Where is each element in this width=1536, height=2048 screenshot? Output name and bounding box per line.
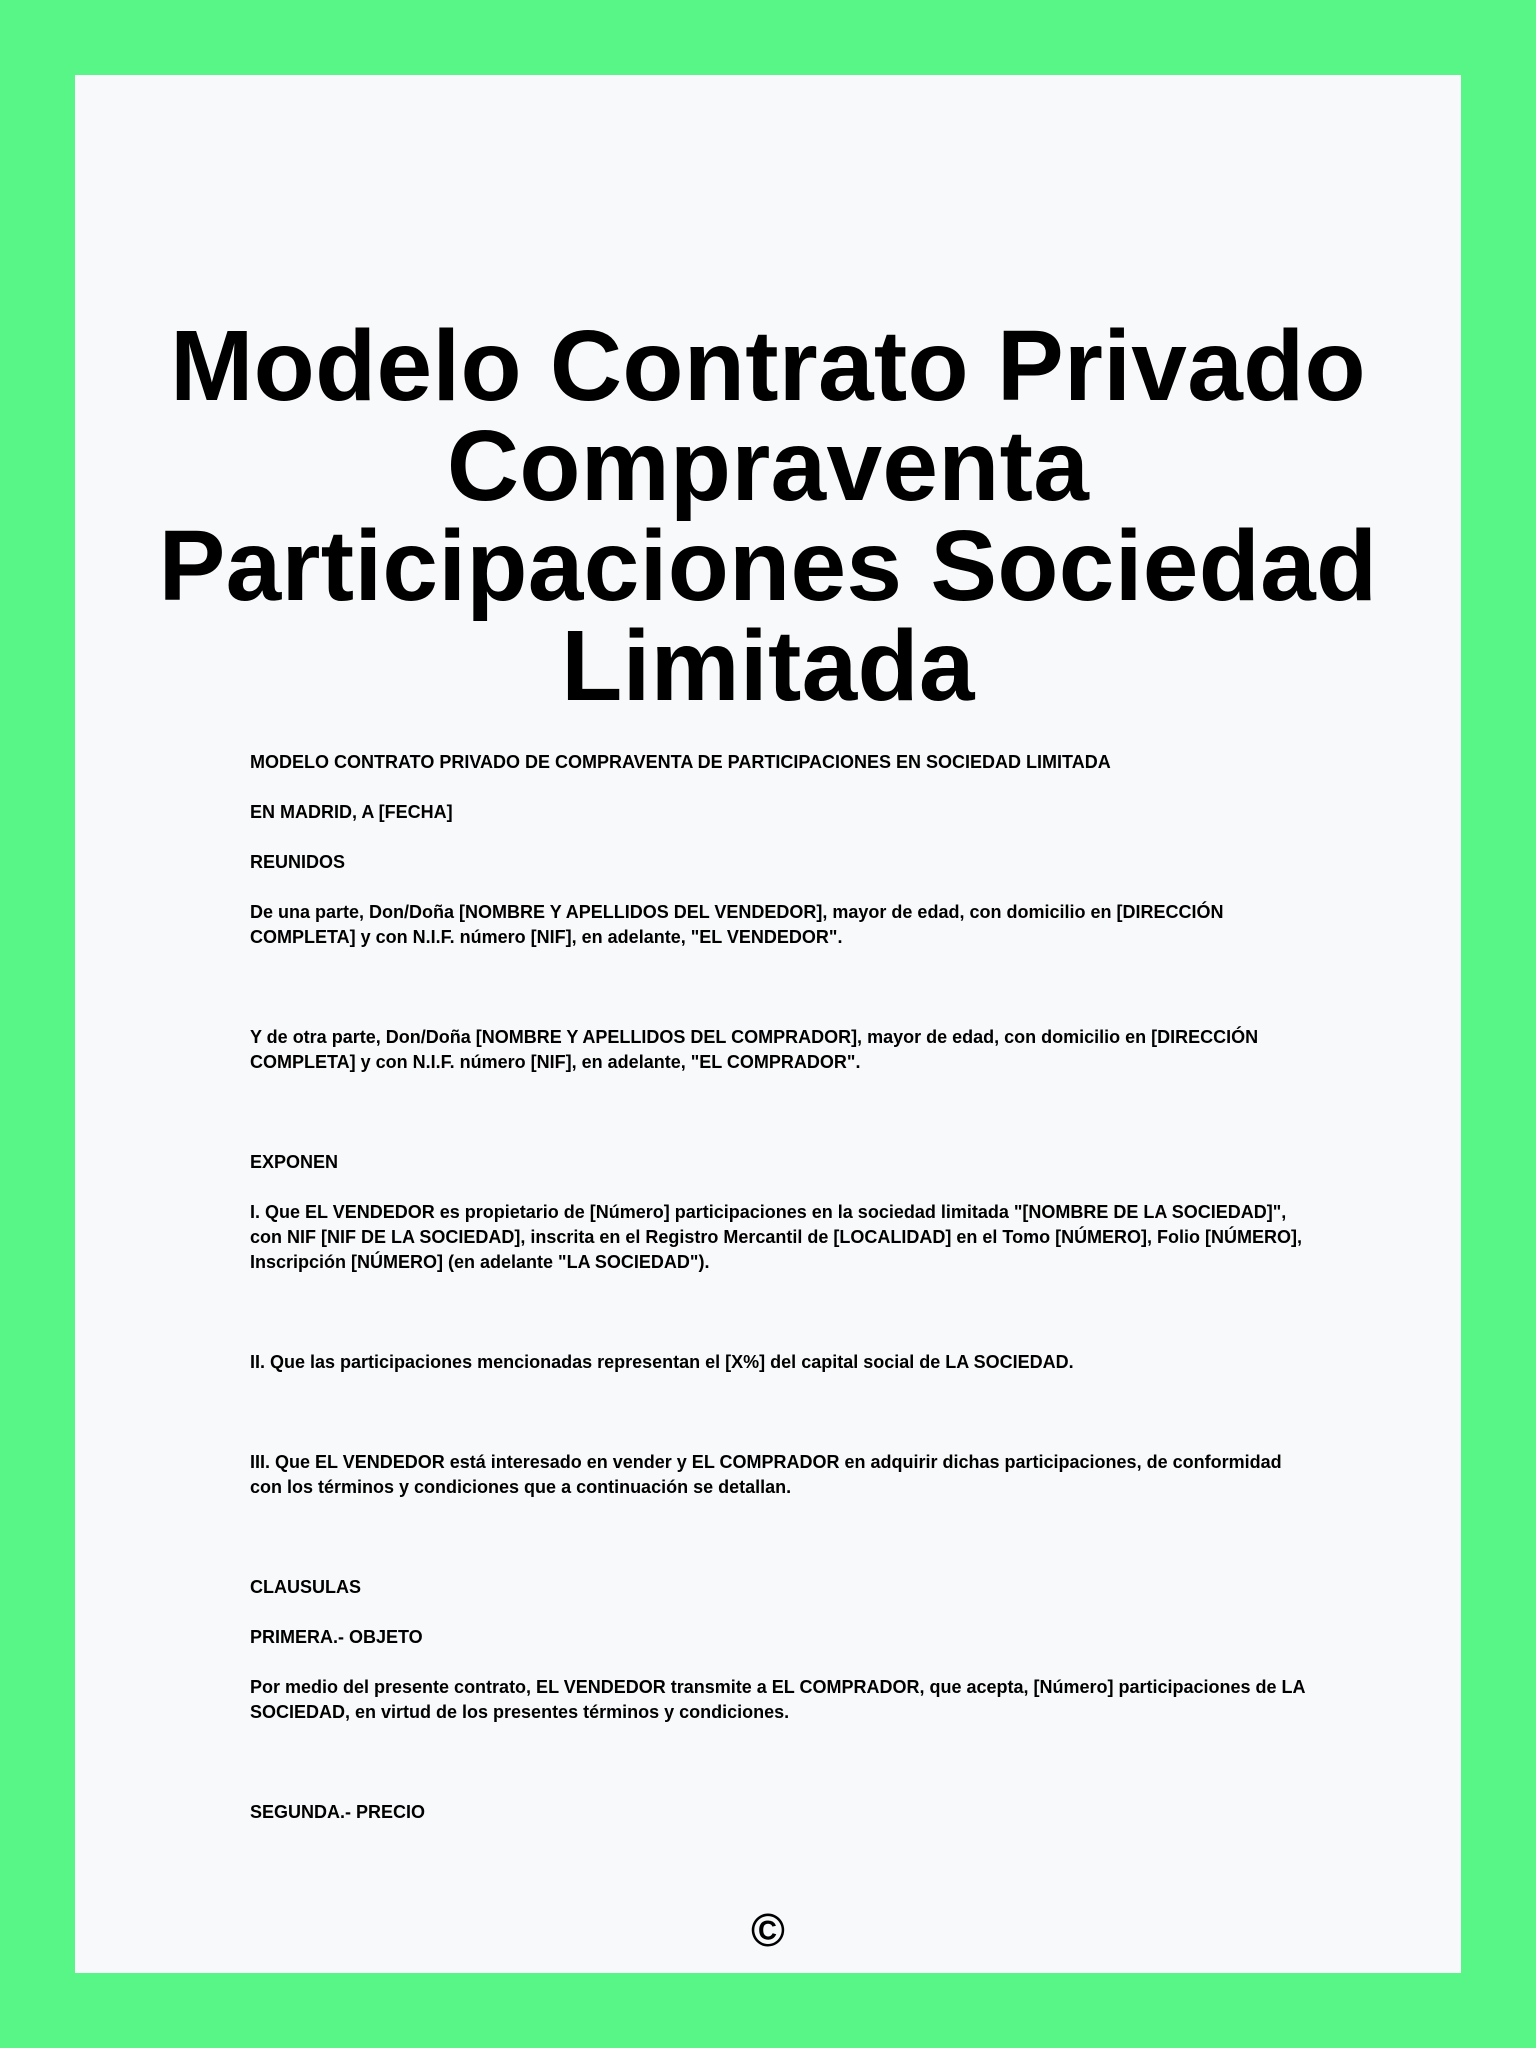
exponen-paragraph-2: II. Que las participaciones mencionadas representan el [X%] del capital social de LA SOCIEDAD.: [250, 1352, 1074, 1372]
exponen-paragraph-1: I. Que EL VENDEDOR es propietario de [Número] participaciones en la sociedad limitada "[NOMBRE DE LA SOCIEDAD]", con NIF [NIF DE LA SOCIEDAD], inscrita en el Registro Mercantil de [LOCALIDAD] en el Tomo [NÚMERO], Folio [NÚMERO], Inscripción [NÚMERO] (en adelante "LA SOCIEDAD").: [250, 1202, 1303, 1272]
document-body: [250, 750, 1310, 1850]
title-line: Limitada: [561, 610, 975, 722]
title-line: Modelo Contrato Privado: [170, 310, 1366, 422]
section-heading-clausulas: CLAUSULAS: [250, 1577, 361, 1597]
section-heading-reunidos: REUNIDOS: [250, 852, 346, 872]
seller-paragraph: De una parte, Don/Doña [NOMBRE Y APELLIDOS DEL VENDEDOR], mayor de edad, con domicilio en [DIRECCIÓN COMPLETA] y con N.I.F. número [NIF], en adelante, "EL VENDEDOR".: [250, 902, 1224, 947]
clause-heading-segunda: SEGUNDA.- PRECIO: [250, 1802, 426, 1822]
contract-heading: MODELO CONTRATO PRIVADO DE COMPRAVENTA DE PARTICIPACIONES EN SOCIEDAD LIMITADA: [250, 752, 1111, 772]
exponen-paragraph-3: III. Que EL VENDEDOR está interesado en vender y EL COMPRADOR en adquirir dichas participaciones, de conformidad con los términos y condiciones que a continuación se detallan.: [250, 1452, 1282, 1497]
buyer-paragraph: Y de otra parte, Don/Doña [NOMBRE Y APELLIDOS DEL COMPRADOR], mayor de edad, con domicilio en [DIRECCIÓN COMPLETA] y con N.I.F. número [NIF], en adelante, "EL COMPRADOR".: [250, 1027, 1259, 1072]
copyright-icon: ©: [751, 1904, 785, 1956]
clause-heading-primera: PRIMERA.- OBJETO: [250, 1627, 423, 1647]
title-line: Participaciones Sociedad: [158, 510, 1378, 622]
document-page: [75, 75, 1461, 1973]
place-date-line: EN MADRID, A [FECHA]: [250, 802, 453, 822]
title-line: Compraventa: [446, 410, 1090, 522]
clause-paragraph-objeto: Por medio del presente contrato, EL VENDEDOR transmite a EL COMPRADOR, que acepta, [Número] participaciones de LA SOCIEDAD, en virtud de los presentes términos y condiciones.: [250, 1677, 1305, 1722]
section-heading-exponen: EXPONEN: [250, 1152, 339, 1172]
document-title: [75, 310, 1461, 722]
